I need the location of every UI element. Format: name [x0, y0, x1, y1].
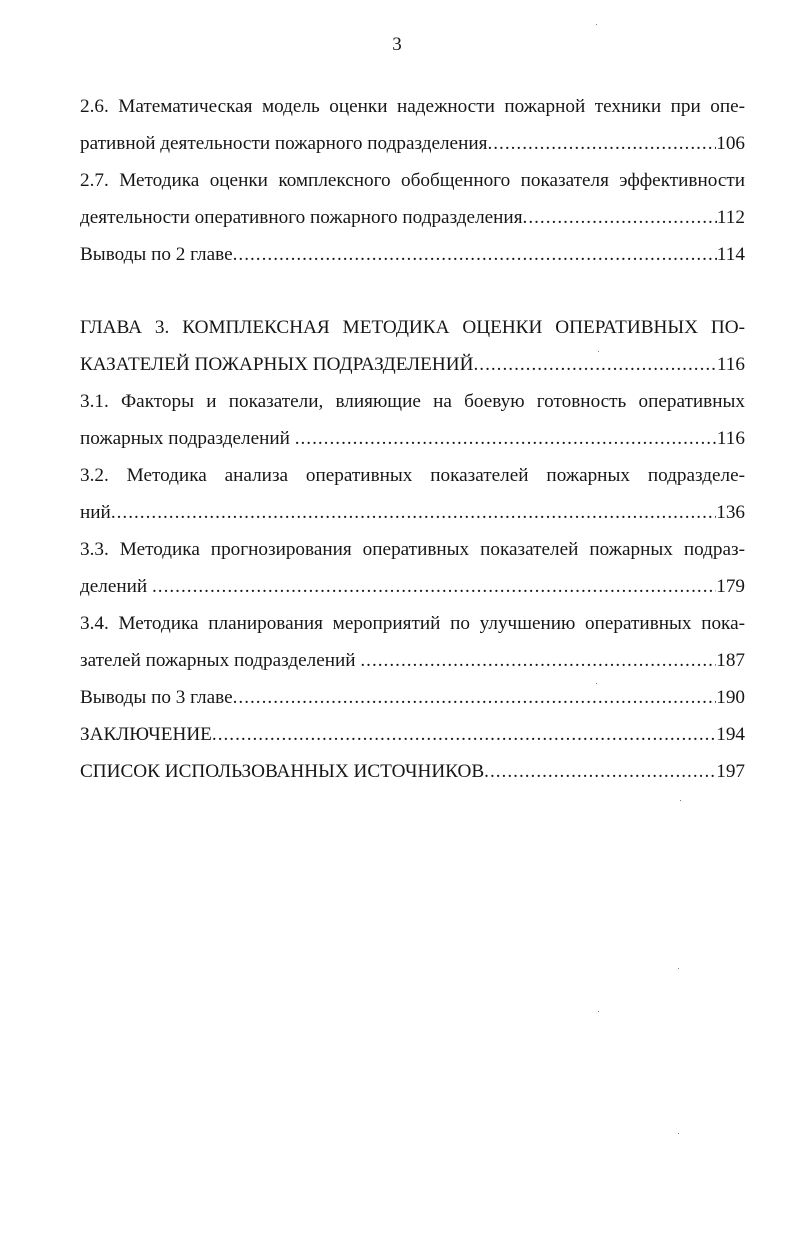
toc-entry-text-line: 3.1. Факторы и показатели, влияющие на боевую готовность оперативных: [80, 391, 745, 412]
toc-page-number: 187: [716, 650, 745, 671]
dot-leader: [233, 679, 717, 716]
toc-entry-text: Выводы по 2 главе: [80, 244, 233, 265]
toc-page-number: 136: [716, 502, 745, 523]
dot-leader: [295, 420, 717, 457]
table-of-contents: [80, 88, 745, 790]
dot-leader: [360, 642, 716, 679]
toc-entry-2-6[interactable]: [80, 88, 745, 162]
toc-entry-text: зателей пожарных подразделений: [80, 650, 361, 671]
toc-page-number: 106: [716, 133, 745, 154]
dot-leader: [487, 125, 716, 162]
toc-entry-last-line: [80, 236, 745, 273]
toc-entry-text: ний: [80, 502, 111, 523]
toc-entry-text: пожарных подразделений: [80, 428, 295, 449]
toc-entry-text-line: 2.6. Математическая модель оценки надежности пожарной техники при опе-: [80, 96, 745, 117]
toc-entry-text: деятельности оперативного пожарного подразделения: [80, 207, 523, 228]
scan-speck: [596, 24, 597, 25]
toc-entry-text-line: ГЛАВА 3. КОМПЛЕКСНАЯ МЕТОДИКА ОЦЕНКИ ОПЕРАТИВНЫХ ПО-: [80, 317, 745, 338]
toc-page-number: 190: [716, 687, 745, 708]
toc-entry-last-line: [80, 420, 745, 457]
toc-entry-text-line: 2.7. Методика оценки комплексного обобщенного показателя эффективности: [80, 170, 745, 191]
toc-page-number: 112: [716, 207, 745, 228]
dot-leader: [523, 199, 717, 236]
toc-entry-conclusion[interactable]: [80, 716, 745, 753]
scan-speck: [598, 1011, 599, 1012]
toc-entry-last-line: [80, 642, 745, 679]
toc-entry-text: СПИСОК ИСПОЛЬЗОВАННЫХ ИСТОЧНИКОВ: [80, 761, 485, 782]
toc-page-number: 116: [716, 354, 745, 375]
toc-entry-text-line: 3.4. Методика планирования мероприятий по улучшению оперативных пока-: [80, 613, 745, 634]
toc-entry-references[interactable]: [80, 753, 745, 790]
toc-entry-text: делений: [80, 576, 152, 597]
toc-entry-last-line: [80, 679, 745, 716]
dot-leader: [111, 494, 716, 531]
dot-leader: [233, 236, 717, 273]
toc-page-number: 114: [716, 244, 745, 265]
toc-entry-3-4[interactable]: [80, 605, 745, 679]
dot-leader: [212, 716, 716, 753]
toc-entry-last-line: [80, 346, 745, 383]
scan-speck: [678, 968, 679, 969]
toc-entry-text: ЗАКЛЮЧЕНИЕ: [80, 724, 212, 745]
toc-entry-chapter-3[interactable]: [80, 309, 745, 383]
scan-speck: [596, 683, 597, 684]
toc-entry-last-line: [80, 753, 745, 790]
page-number: 3: [392, 34, 402, 55]
toc-entry-last-line: [80, 568, 745, 605]
toc-entry-last-line: [80, 199, 745, 236]
toc-entry-text: КАЗАТЕЛЕЙ ПОЖАРНЫХ ПОДРАЗДЕЛЕНИЙ: [80, 354, 474, 375]
dot-leader: [484, 753, 716, 790]
toc-page-number: 179: [716, 576, 745, 597]
toc-entry-last-line: [80, 716, 745, 753]
toc-entry-text-line: 3.3. Методика прогнозирования оперативных показателей пожарных подраз-: [80, 539, 745, 560]
toc-entry-conclusions-3[interactable]: [80, 679, 745, 716]
toc-page-number: 116: [716, 428, 745, 449]
toc-entry-text: ративной деятельности пожарного подразделения: [80, 133, 488, 154]
toc-page-number: 197: [716, 761, 745, 782]
scan-speck: [678, 1133, 679, 1134]
toc-entry-last-line: [80, 125, 745, 162]
dot-leader: [152, 568, 716, 605]
toc-entry-3-1[interactable]: [80, 383, 745, 457]
scan-speck: [680, 800, 681, 801]
section-gap: [80, 273, 745, 309]
toc-entry-2-7[interactable]: [80, 162, 745, 236]
toc-entry-last-line: [80, 494, 745, 531]
toc-entry-3-3[interactable]: [80, 531, 745, 605]
toc-entry-text-line: 3.2. Методика анализа оперативных показателей пожарных подразделе-: [80, 465, 745, 486]
toc-entry-3-2[interactable]: [80, 457, 745, 531]
toc-entry-text: Выводы по 3 главе: [80, 687, 233, 708]
toc-page-number: 194: [716, 724, 745, 745]
scan-speck: [598, 351, 599, 352]
dot-leader: [473, 346, 716, 383]
toc-entry-conclusions-2[interactable]: [80, 236, 745, 273]
